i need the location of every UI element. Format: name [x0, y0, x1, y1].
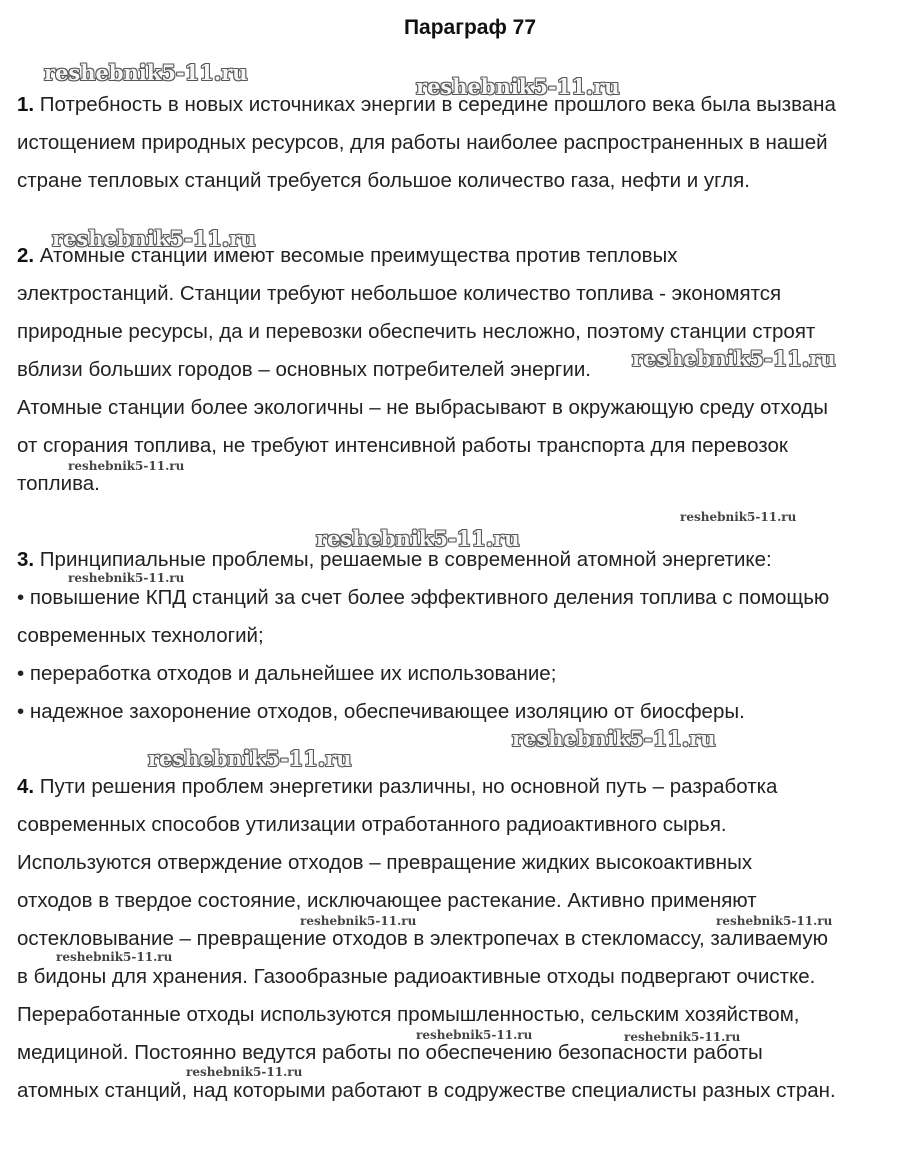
watermark: reshebnik5-11.ru: [68, 459, 185, 473]
page-title: Параграф 77: [403, 16, 537, 39]
watermark: reshebnik5-11.ru: [624, 1030, 741, 1044]
watermark: reshebnik5-11.ru: [632, 346, 836, 371]
watermark: reshebnik5-11.ru: [416, 74, 620, 99]
watermark: reshebnik5-11.ru: [148, 746, 352, 771]
answer-1-number: 1.: [17, 93, 35, 116]
watermark: reshebnik5-11.ru: [44, 60, 248, 85]
watermark: reshebnik5-11.ru: [52, 226, 256, 251]
watermark: reshebnik5-11.ru: [56, 950, 173, 964]
watermark: reshebnik5-11.ru: [300, 914, 417, 928]
answer-4-number: 4.: [17, 775, 35, 798]
answer-3: [17, 541, 907, 731]
watermark: reshebnik5-11.ru: [680, 510, 797, 524]
answer-3-text: Принципиальные проблемы, решаемые в современной атомной энергетике: • повышение КПД станций за счет более эффективного деления топлива с помощью современных технологий; • переработка отходов и дальнейшее их использование; • надежное захоронение отходов, обеспечивающее изоляцию от биосферы.: [17, 548, 830, 723]
answer-3-number: 3.: [17, 548, 35, 571]
watermark: reshebnik5-11.ru: [416, 1028, 533, 1042]
answer-1: [17, 86, 907, 200]
answer-4: [17, 768, 907, 1110]
answer-1-text: Потребность в новых источниках энергии в середине прошлого века была вызвана истощением природных ресурсов, для работы наиболее распространенных в нашей стране тепловых станций требуется большое количество газа, нефти и угля.: [17, 93, 836, 192]
watermark: reshebnik5-11.ru: [68, 571, 185, 585]
watermark: reshebnik5-11.ru: [316, 526, 520, 551]
answer-4-text: Пути решения проблем энергетики различны, но основной путь – разработка современных способов утилизации отработанного радиоактивного сырья. Используются отверждение отходов – превращение жидких высокоактивных отходов в твердое состояние, исключающее растекание. Активно применяют остекловывание – превращение отходов в электропечах в стекломассу, заливаемую в бидоны для хранения. Газообразные радиоактивные отходы подвергают очистке. Переработанные отходы используются промышленностью, сельским хозяйством, медициной. Постоянно ведутся работы по обеспечению безопасности работы атомных станций, над которыми работают в содружестве специалисты разных стран.: [17, 775, 836, 1102]
watermark: reshebnik5-11.ru: [716, 914, 833, 928]
watermark: reshebnik5-11.ru: [512, 726, 716, 751]
answer-2-number: 2.: [17, 244, 35, 267]
watermark: reshebnik5-11.ru: [186, 1065, 303, 1079]
answer-2-text: Атомные станции имеют весомые преимущества против тепловых электростанций. Станции требуют небольшое количество топлива - экономятся природные ресурсы, да и перевозки обеспечить несложно, поэтому станции строят вблизи больших городов – основных потребителей энергии. Атомные станции более экологичны – не выбрасывают в окружающую среду отходы от сгорания топлива, не требуют интенсивной работы транспорта для перевозок топлива.: [17, 244, 828, 495]
